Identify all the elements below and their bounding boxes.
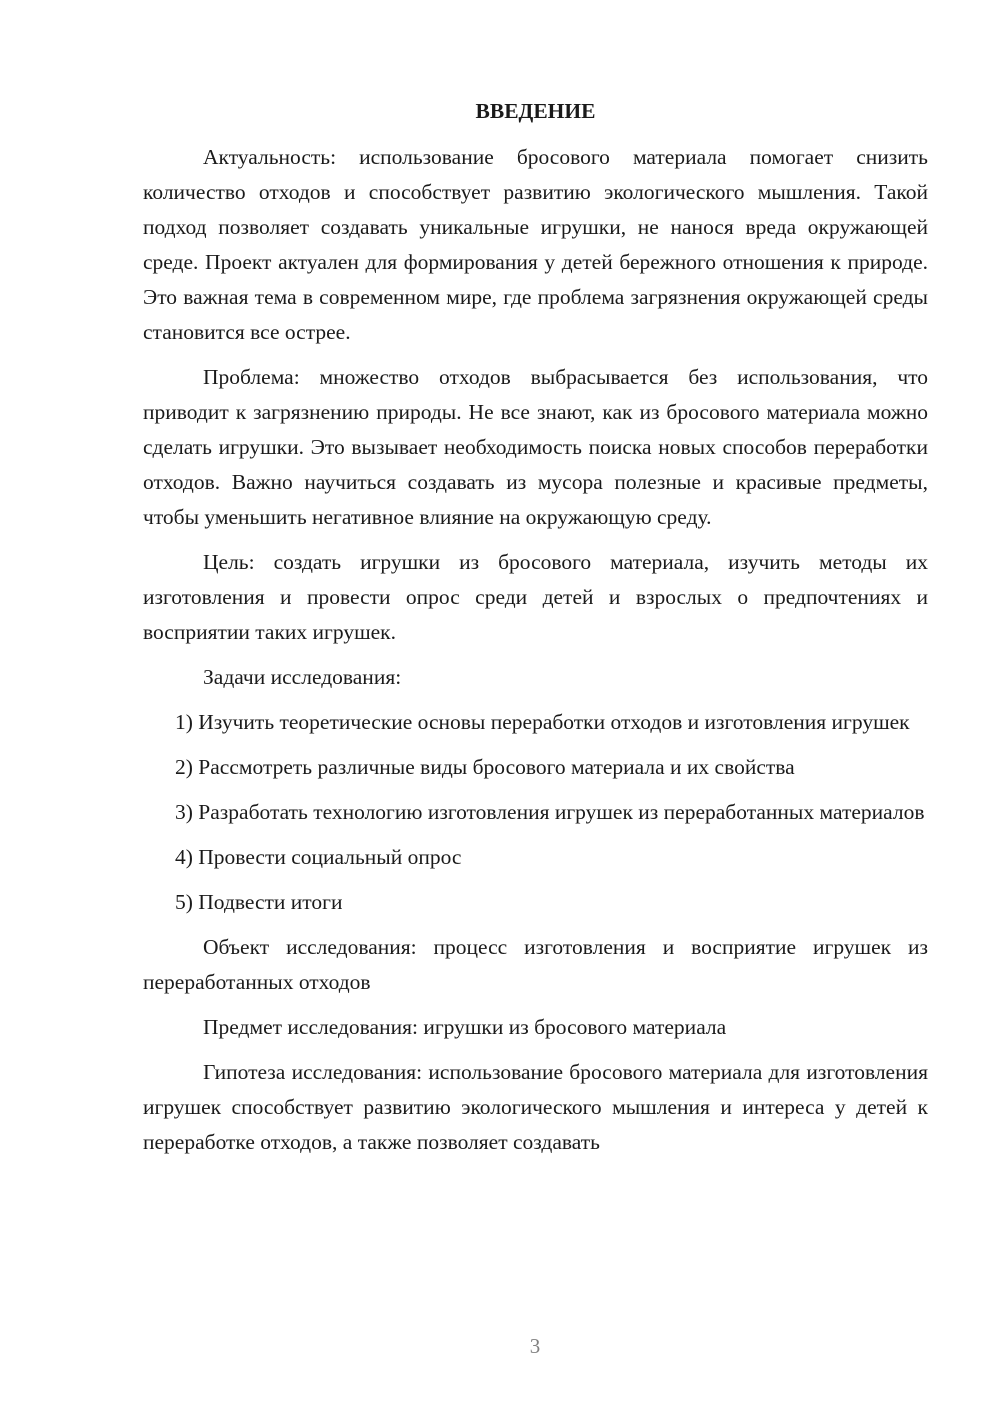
section-heading: ВВЕДЕНИЕ xyxy=(475,99,596,123)
task-item: 5) Подвести итоги xyxy=(175,890,343,914)
task-item: 3) Разработать технологию изготовления игрушек из переработанных материалов xyxy=(175,800,925,824)
object-paragraph: Объект исследования: процесс изготовления и восприятие игрушек из переработанных отходов xyxy=(143,935,928,994)
relevance-paragraph: Актуальность: использование бросового материала помогает снизить количество отходов и способствует развитию экологического мышления. Такой подход позволяет создавать уникальные игрушки, не нанося вреда окружающей среде. Проект актуален для формирования у детей бережного отношения к природе. Это важная тема в современном мире, где проблема загрязнения окружающей среды становится все острее. xyxy=(143,145,928,344)
page-number: 3 xyxy=(529,1334,541,1358)
task-item: 1) Изучить теоретические основы переработки отходов и изготовления игрушек xyxy=(175,710,910,734)
task-item: 4) Провести социальный опрос xyxy=(175,845,462,869)
problem-paragraph: Проблема: множество отходов выбрасывается без использования, что приводит к загрязнению природы. Не все знают, как из бросового материала можно сделать игрушки. Это вызывает необходимость поиска новых способов переработки отходов. Важно научиться создавать из мусора полезные и красивые предметы, чтобы уменьшить негативное влияние на окружающую среду. xyxy=(143,365,928,529)
tasks-heading: Задачи исследования: xyxy=(203,665,402,689)
task-item: 2) Рассмотреть различные виды бросового материала и их свойства xyxy=(175,755,795,779)
hypothesis-paragraph: Гипотеза исследования: использование бросового материала для изготовления игрушек способствует развитию экологического мышления и интереса у детей к переработке отходов, а также позволяет создавать xyxy=(143,1060,928,1154)
page-body xyxy=(143,94,928,1170)
goal-paragraph: Цель: создать игрушки из бросового материала, изучить методы их изготовления и провести опрос среди детей и взрослых о предпочтениях и восприятии таких игрушек. xyxy=(143,550,928,644)
subject-paragraph: Предмет исследования: игрушки из бросового материала xyxy=(203,1015,727,1039)
